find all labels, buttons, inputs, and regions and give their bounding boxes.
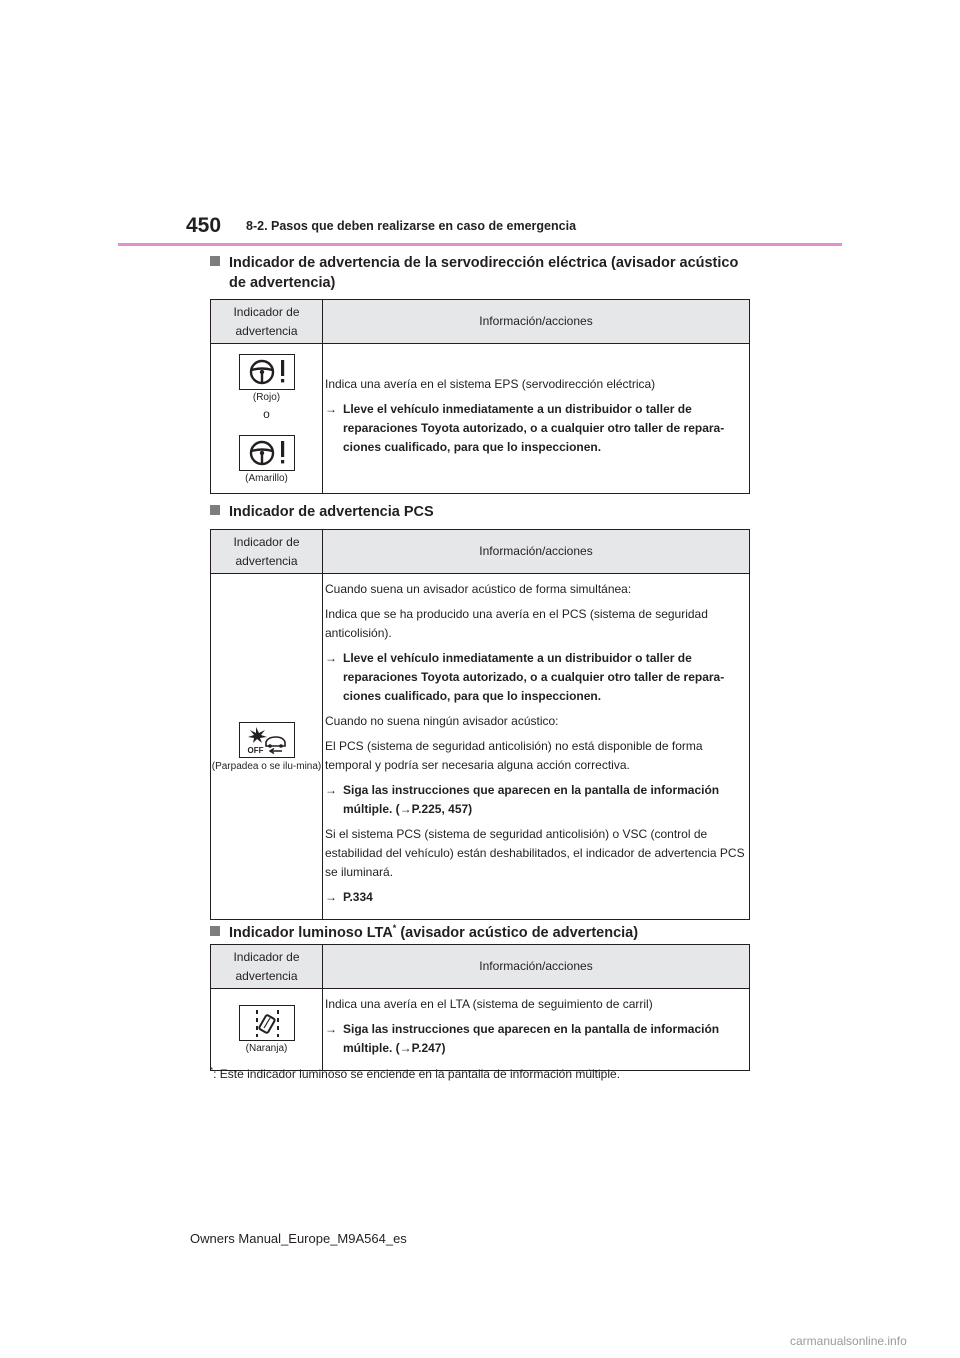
info-paragraph: Cuando suena un avisador acústico de forma simultánea: <box>325 582 632 596</box>
indicator-cell: (Naranja) <box>211 989 323 1071</box>
column-header-info: Información/acciones <box>323 530 750 574</box>
table-eps <box>210 299 750 494</box>
info-paragraph: Indica una avería en el LTA (sistema de seguimiento de carril) <box>325 997 653 1011</box>
section-title-lta: Indicador luminoso LTA* (avisador acústico de advertencia) <box>210 918 638 943</box>
footnote: *: Este indicador luminoso se enciende en la pantalla de información múltiple. <box>210 1066 621 1081</box>
info-paragraph: Indica que se ha producido una avería en el PCS (sistema de seguridad anticolisión). <box>325 607 708 640</box>
section-title-eps: Indicador de advertencia de la servodirección eléctrica (avisador acústico de advertencia) <box>210 253 738 293</box>
action-item: → Siga las instrucciones que aparecen en la pantalla de información múltiple. (→P.225, 457) <box>325 783 720 816</box>
section-title-pcs: Indicador de advertencia PCS <box>210 502 434 522</box>
action-item: → Lleve el vehículo inmediatamente a un distribuidor o taller de reparaciones Toyota autorizado, o a cualquier otro taller de repara-ciones cualificado, para que lo inspeccionen. <box>325 401 725 454</box>
column-header-info: Información/acciones <box>323 300 750 344</box>
info-cell <box>323 344 750 494</box>
column-header-info: Información/acciones <box>323 945 750 989</box>
action-item: → Siga las instrucciones que aparecen en la pantalla de información múltiple. (→P.247) <box>325 1022 720 1055</box>
pcs-off-label: OFF <box>247 745 264 755</box>
info-cell <box>323 574 750 920</box>
column-header-indicator: Indicador de advertencia <box>211 530 323 574</box>
indicator-cell: OFF (Parpadea o se ilu-mina) <box>211 574 323 920</box>
info-paragraph: Indica una avería en el sistema EPS (servodirección eléctrica) <box>325 376 656 391</box>
action-item: → P.334 <box>325 888 747 907</box>
page-number: 450 <box>186 214 222 237</box>
running-head: 8-2. Pasos que deben realizarse en caso de emergencia <box>246 219 577 233</box>
square-bullet-icon <box>210 505 220 515</box>
watermark: carmanualsonline.info <box>790 1334 907 1348</box>
info-paragraph: Cuando no suena ningún avisador acústico: <box>325 714 559 728</box>
footer-document-id: Owners Manual_Europe_M9A564_es <box>190 1231 407 1246</box>
arrow-icon: → <box>325 401 337 416</box>
square-bullet-icon <box>210 256 220 266</box>
square-bullet-icon <box>210 926 220 936</box>
steering-warning-icon-red <box>239 354 295 390</box>
steering-warning-icon-yellow <box>239 435 295 471</box>
arrow-icon: → <box>325 1022 337 1036</box>
arrow-icon: → <box>325 783 337 797</box>
table-pcs <box>210 529 750 920</box>
lta-warning-icon <box>239 1005 295 1041</box>
indicator-cell: (Rojo) o (Amarillo) <box>211 344 323 494</box>
info-cell <box>323 989 750 1071</box>
column-header-indicator: Indicador de advertencia <box>211 300 323 344</box>
arrow-icon: → <box>325 890 337 904</box>
action-item: → Lleve el vehículo inmediatamente a un distribuidor o taller de reparaciones Toyota autorizado, o a cualquier otro taller de repara-ciones cualificado, para que lo inspeccionen. <box>325 651 725 703</box>
table-lta <box>210 944 750 1071</box>
arrow-icon: → <box>325 651 337 665</box>
column-header-indicator: Indicador de advertencia <box>211 945 323 989</box>
info-paragraph: Si el sistema PCS (sistema de seguridad anticolisión) o VSC (control de estabilidad del vehículo) están deshabilitados, el indicador de advertencia PCS se iluminará. <box>325 827 745 879</box>
info-paragraph: El PCS (sistema de seguridad anticolisión) no está disponible de forma temporal y podría ser necesaria alguna acción correctiva. <box>325 739 703 772</box>
header-rule <box>118 243 842 246</box>
